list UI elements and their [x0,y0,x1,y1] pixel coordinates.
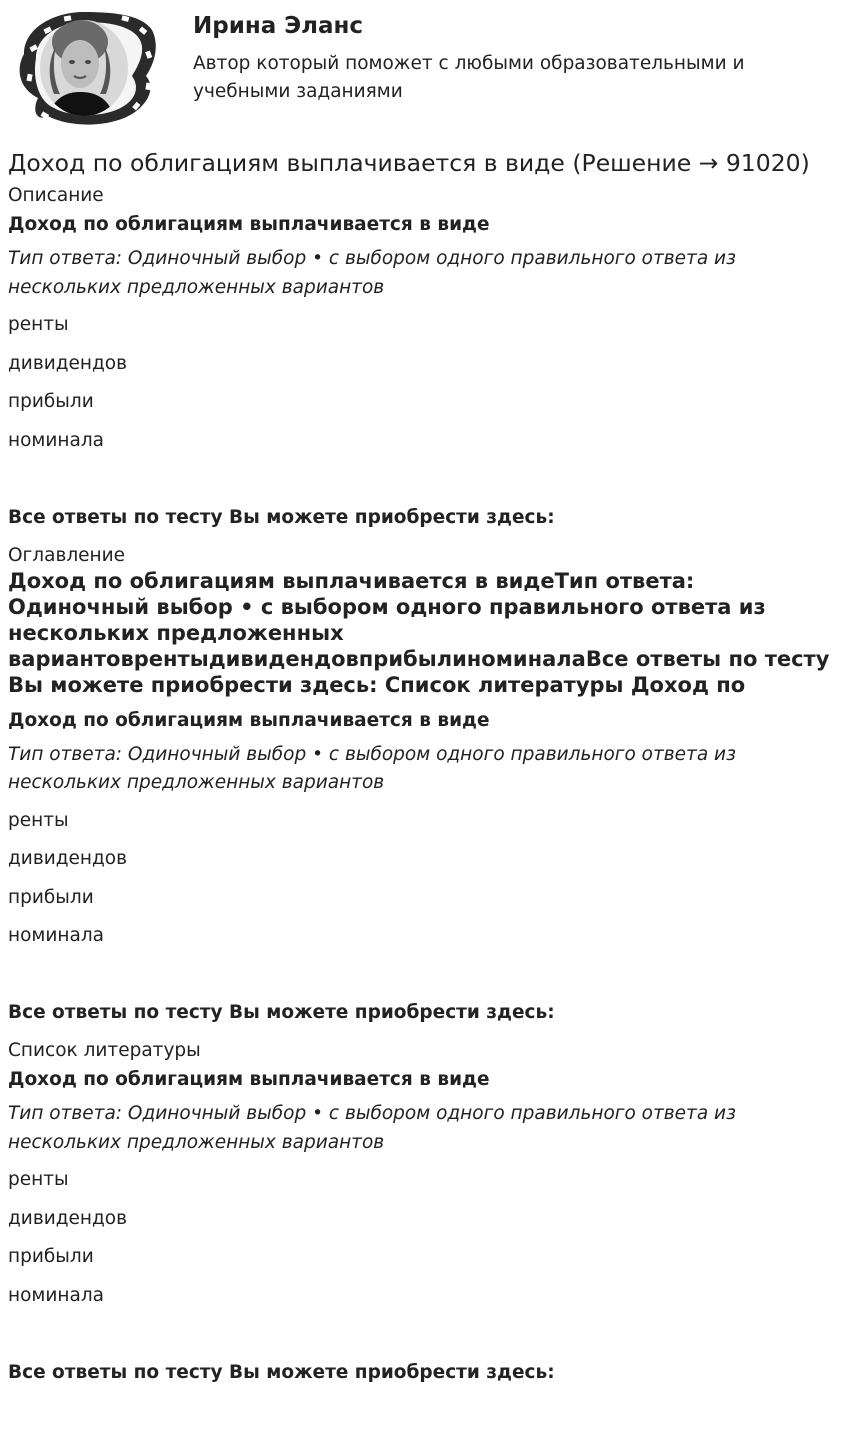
option-item: ренты [8,1169,69,1190]
avatar[interactable] [14,6,160,128]
option-item: дивидендов [8,1207,128,1229]
literature-section [8,1038,839,1385]
buy-answers-note: Все ответы по тесту Вы можете приобрести здесь: [8,506,555,528]
description-section [8,183,839,530]
description-label: Описание [8,185,104,206]
buy-answers-note: Все ответы по тесту Вы можете приобрести здесь: [8,1002,555,1023]
question-title: Доход по облигациям выплачивается в виде [8,214,490,235]
answer-type: Тип ответа: Одиночный выбор • с выбором одного правильного ответа из нескольких предложенных вариантов [8,743,736,793]
author-description: Автор который поможет с любыми образовательными и учебными заданиями [193,53,745,102]
author-name[interactable]: Ирина Эланс [193,13,364,39]
toc-label: Оглавление [8,544,126,566]
question-title: Доход по облигациям выплачивается в виде [8,1069,490,1090]
option-item: прибыли [8,886,94,908]
answer-type: Тип ответа: Одиночный выбор • с выбором одного правильного ответа из нескольких предложенных вариантов [8,1103,736,1153]
option-item: ренты [8,314,69,335]
toc-heading: Доход по облигациям выплачивается в видеТип ответа: Одиночный выбор • с выбором одного правильного ответа из нескольких предложенных вариантоврентыдивидендовприбылиноминалаВсе ответы по тесту Вы можете приобрести здесь: Список литературы Доход по [8,568,830,697]
options-list [8,312,839,453]
answer-type: Тип ответа: Одиночный выбор • с выбором одного правильного ответа из нескольких предложенных вариантов [8,248,736,298]
literature-label: Список литературы [8,1040,201,1061]
buy-answers-note: Все ответы по тесту Вы можете приобрести здесь: [8,1361,555,1383]
options-list [8,1167,839,1308]
question-title: Доход по облигациям выплачивается в виде [8,709,490,731]
option-item: номинала [8,429,104,451]
option-item: ренты [8,809,69,831]
option-item: дивидендов [8,352,128,374]
option-item: дивидендов [8,848,128,869]
toc-section [8,543,839,1026]
option-item: прибыли [8,391,94,412]
author-header [8,0,839,135]
option-item: номинала [8,1284,104,1306]
page-title: Доход по облигациям выплачивается в виде (Решение → 91020) [8,149,810,177]
option-item: прибыли [8,1246,94,1267]
options-list [8,808,839,949]
film-frame-portrait-icon [14,6,160,128]
option-item: номинала [8,925,104,946]
